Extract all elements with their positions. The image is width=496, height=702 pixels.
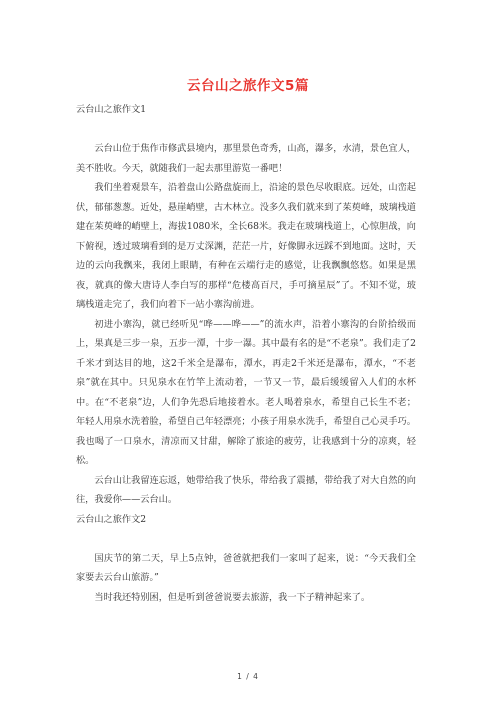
document-title: 云台山之旅作文5篇: [187, 78, 309, 94]
document-body: [76, 100, 416, 607]
essay-paragraph: 当时我还特别困，但是听到爸爸说要去旅游，我一下子精神起来了。: [94, 591, 371, 603]
essay-heading: 云台山之旅作文1: [76, 104, 147, 115]
essay-paragraph: 云台山位于焦作市修武县境内，那里景色奇秀，山高，瀑多，水清，景色宜人，美不胜收。今天，就随我们一起去那里游览一番吧！: [76, 143, 416, 174]
paragraph-spacer: [76, 529, 416, 549]
essay-paragraph: 初进小寨沟，就已经听见“哗——哗——”的流水声，沿着小寨沟的台阶拾级而上，果真是三步一泉，五步一潭，十步一瀑。其中最有名的是“不老泉”。我们走了2千米才到达目的地，这2千米全是瀑布，潭水，再走2千米还是瀑布，潭水，“不老泉”就在其中。只见泉水在竹竿上流动着，一节又一节，最后缓缓留入人们的水杯中。在“不老泉”边，人们争先恐后地接着水。老人喝着泉水，希望自己长生不老；年轻人用泉水洗着脸，希望自己年轻漂亮；小孩子用泉水洗手，希望自己心灵手巧。我也喝了一口泉水，清凉而又甘甜，解除了旅途的疲劳，让我感到十分的凉爽，轻松。: [76, 318, 416, 466]
essay-paragraph: 我们坐着观景车，沿着盘山公路盘旋而上，沿途的景色尽收眼底。远处，山峦起伏，郁郁葱葱。近处，悬崖峭壁，古木林立。没多久我们就来到了茱萸峰，玻璃栈道建在茱萸峰的峭壁上，海拔1080米，全长68米。我走在玻璃栈道上，心惊胆战，向下俯视，透过玻璃看到的是万丈深渊，茫茫一片，好像脚永远踩不到地面。这时，天边的云向我飘来，我闭上眼睛，有种在云端行走的感觉，让我飘飘悠悠。如果是黑夜，就真的像大唐诗人李白写的那样“危楼高百尺，手可摘星辰”了。不知不觉，玻璃栈道走完了，我们向着下一站小寨沟前进。: [76, 182, 416, 310]
page-number: 1 / 4: [237, 672, 259, 681]
essay-paragraph: 国庆节的第二天，早上5点钟，爸爸就把我们一家叫了起来，说：“今天我们全家要去云台山旅游。”: [76, 552, 416, 583]
essay-paragraph: 云台山让我留连忘返，她带给我了快乐，带给我了震撼，带给我了对大自然的向往，我爱你——云台山。: [76, 474, 416, 505]
paragraph-spacer: [76, 120, 416, 140]
essay-heading: 云台山之旅作文2: [76, 513, 147, 525]
